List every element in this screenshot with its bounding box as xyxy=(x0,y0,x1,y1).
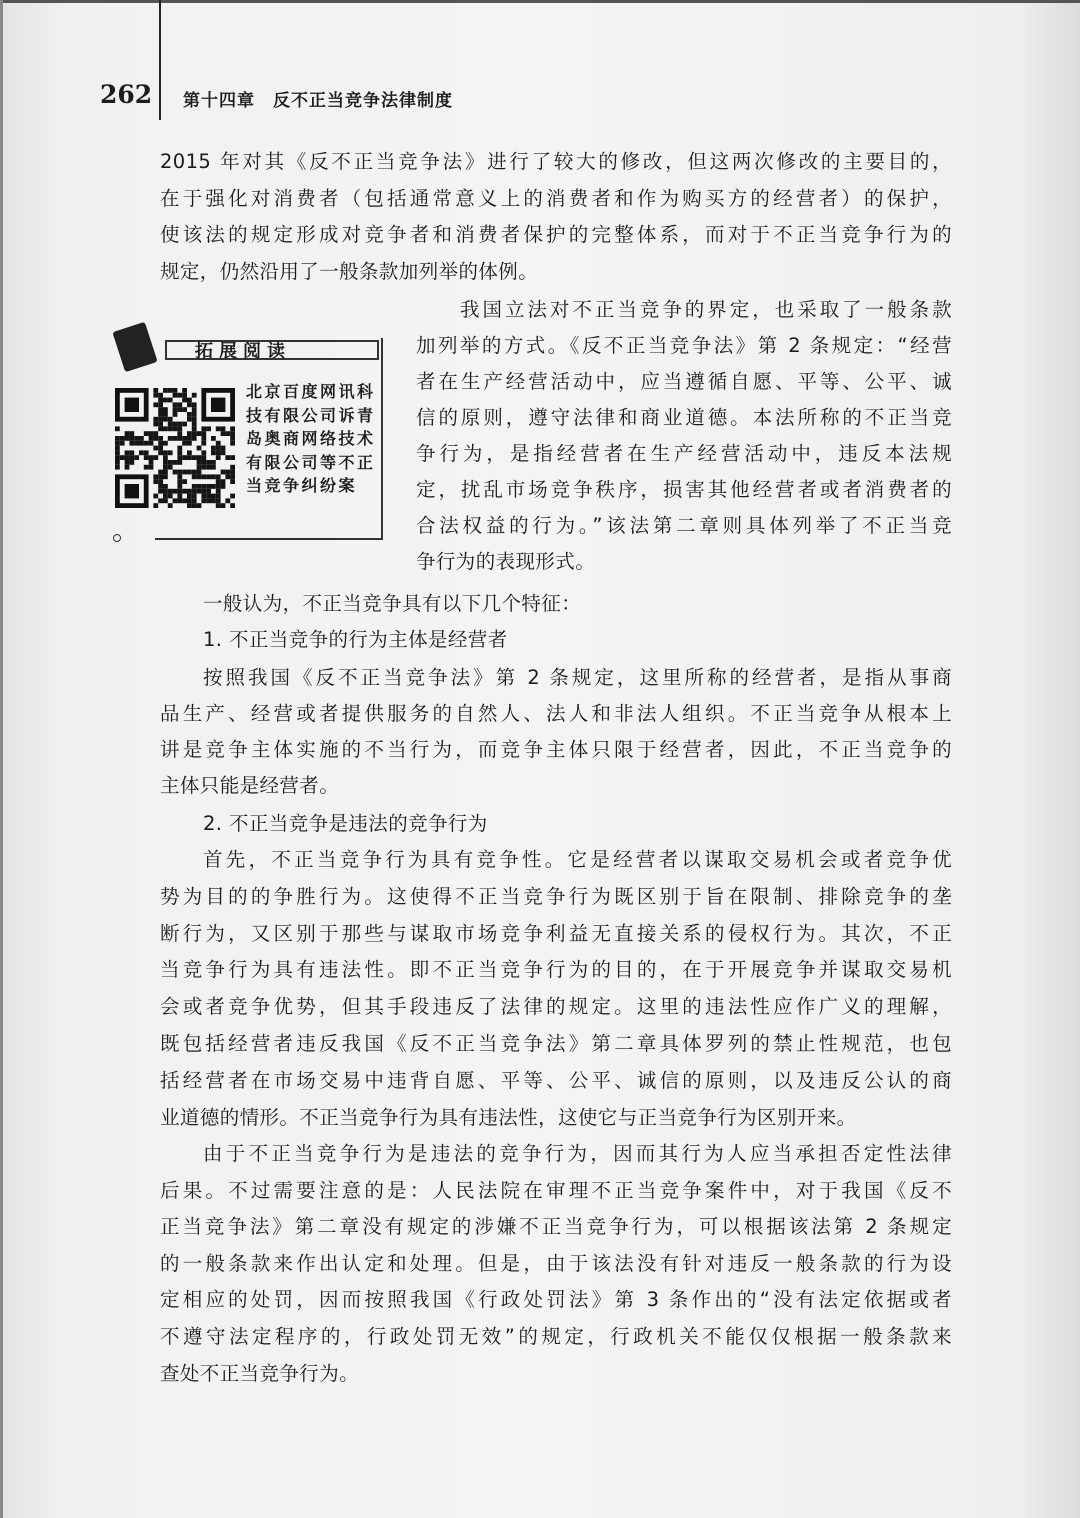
text-line: 不遵守法定程序的，行政处罚无效”的规定，行政机关不能仅仅根据一般条款来 xyxy=(160,1325,952,1348)
text-line: 讲是竞争主体实施的不当行为，而竞争主体只限于经营者，因此，不正当竞争的 xyxy=(160,738,952,761)
qr-code[interactable] xyxy=(115,388,235,508)
running-head: 第十四章 反不正当竞争法律制度 xyxy=(183,91,453,111)
text-line: 括经营者在市场交易中违背自愿、平等、公平、诚信的原则，以及违反公认的商 xyxy=(160,1068,952,1092)
text-line: 势为目的的争胜行为。这使得不正当竞争行为既区别于旨在限制、排除竞争的垄 xyxy=(160,884,952,908)
text-line: 断行为，又区别于那些与谋取市场竞争利益无直接关系的侵权行为。其次，不正 xyxy=(160,921,952,945)
text-line: 查处不正当竞争行为。 xyxy=(160,1361,360,1385)
text-line: 既包括经营者违反我国《反不正当竞争法》第二章具体罗列的禁止性规范，也包 xyxy=(160,1032,952,1055)
text-line: 争行为的表现形式。 xyxy=(416,550,596,573)
text-line: 在于强化对消费者（包括通常意义上的消费者和作为购买方的经营者）的保护， xyxy=(160,186,952,210)
box-caption: 北京百度网讯科技有限公司诉青岛奥商网络技术有限公司等不正当竞争纠纷案 xyxy=(246,382,376,495)
text-line: 者在生产经营活动中，应当遵循自愿、平等、公平、诚 xyxy=(416,370,952,393)
text-line: 由于不正当竞争行为是违法的竞争行为，因而其行为人应当承担否定性法律 xyxy=(203,1142,952,1165)
text-line: 的一般条款来作出认定和处理。但是，由于该法没有针对违反一般条款的行为设 xyxy=(160,1251,952,1275)
text-line: 首先，不正当竞争行为具有竞争性。它是经营者以谋取交易机会或者竞争优 xyxy=(203,848,952,871)
text-line: 使该法的规定形成对竞争者和消费者保护的完整体系，而对于不正当竞争行为的 xyxy=(160,223,952,247)
section-heading: 2. 不正当竞争是违法的竞争行为 xyxy=(203,812,488,835)
text-line: 定，扰乱市场竞争秩序，损害其他经营者或者消费者的 xyxy=(416,478,952,501)
box-corner-dot xyxy=(113,534,121,542)
text-line: 定相应的处罚，因而按照我国《行政处罚法》第 3 条作出的“没有法定依据或者 xyxy=(160,1288,952,1312)
text-line: 品生产、经营或者提供服务的自然人、法人和非法人组织。不正当竞争从根本上 xyxy=(160,702,952,725)
page-left-edge xyxy=(0,0,3,1518)
text-line: 一般认为，不正当竞争具有以下几个特征： xyxy=(203,592,582,615)
text-line: 争行为，是指经营者在生产经营活动中，违反本法规 xyxy=(416,442,952,465)
text-line: 当竞争行为具有违法性。即不正当竞争行为的目的，在于开展竞争并谋取交易机 xyxy=(160,958,952,982)
section-heading: 1. 不正当竞争的行为主体是经营者 xyxy=(203,628,508,651)
text-line: 我国立法对不正当竞争的界定，也采取了一般条款 xyxy=(460,298,952,321)
header-rule xyxy=(159,0,161,120)
text-line: 信的原则，遵守法律和商业道德。本法所称的不正当竞 xyxy=(416,406,952,429)
page-top-edge xyxy=(0,0,1080,3)
text-line: 主体只能是经营者。 xyxy=(160,774,340,797)
text-line: 正当竞争法》第二章没有规定的涉嫌不正当竞争行为，可以根据该法第 2 条规定 xyxy=(160,1215,952,1239)
text-line: 业道德的情形。不正当竞争行为具有违法性，这使它与正当竞争行为区别开来。 xyxy=(160,1105,857,1129)
text-line: 按照我国《反不正当竞争法》第 2 条规定，这里所称的经营者，是指从事商 xyxy=(203,666,952,689)
text-line: 后果。不过需要注意的是：人民法院在审理不正当竞争案件中，对于我国《反不 xyxy=(160,1178,952,1202)
text-line: 规定，仍然沿用了一般条款加列举的体例。 xyxy=(160,260,539,284)
text-line: 加列举的方式。《反不正当竞争法》第 2 条规定：“经营 xyxy=(416,334,952,357)
box-title: 拓展阅读 xyxy=(165,340,379,360)
text-line: 2015 年对其《反不正当竞争法》进行了较大的修改，但这两次修改的主要目的， xyxy=(160,150,952,173)
text-line: 会或者竞争优势，但其手段违反了法律的规定。这里的违法性应作广义的理解， xyxy=(160,995,952,1019)
page-number: 262 xyxy=(100,80,153,109)
text-line: 合法权益的行为。”该法第二章则具体列举了不正当竞 xyxy=(416,514,952,537)
phone-icon xyxy=(112,322,157,372)
